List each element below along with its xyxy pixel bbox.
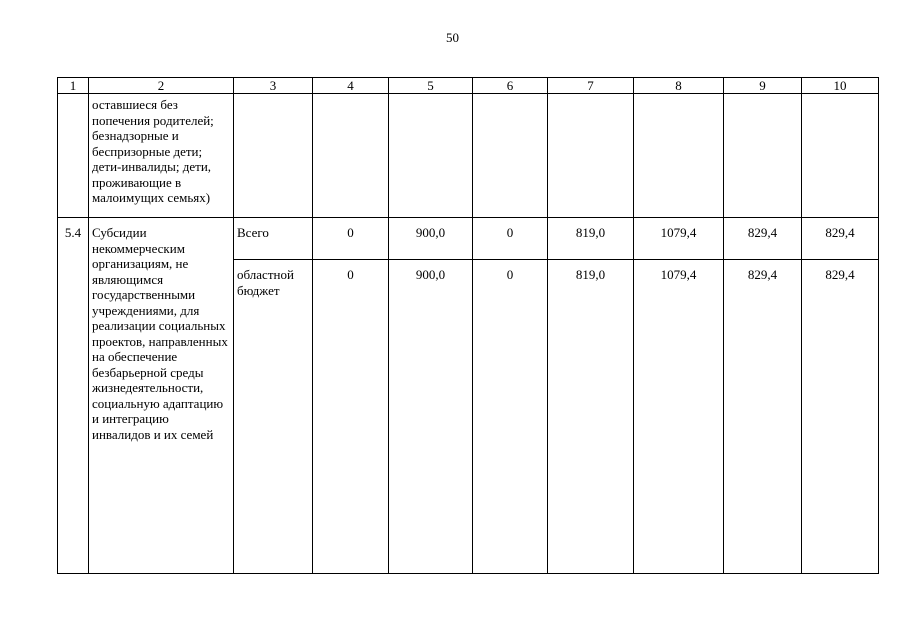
column-header: 2 [89,78,234,94]
empty-cell [548,94,634,218]
column-header: 5 [389,78,473,94]
column-header: 10 [802,78,879,94]
empty-cell [724,94,802,218]
column-header: 6 [473,78,548,94]
value-cell: 819,0 [548,260,634,574]
value-cell: 829,4 [802,260,879,574]
column-header: 9 [724,78,802,94]
value-cell: 0 [313,260,389,574]
empty-cell [313,94,389,218]
value-cell: 0 [473,260,548,574]
value-cell: 0 [473,218,548,260]
column-header: 4 [313,78,389,94]
empty-cell [58,94,89,218]
value-cell: 900,0 [389,218,473,260]
page-number: 50 [446,30,459,45]
row-description: Субсидии некоммерческим организациям, не являющимся государственными учреждениями, для реализации социальных проектов, направленных на обеспечение безбарьерной среды жизнедеятельности, социальную адаптацию и интеграцию инвалидов и их семей [89,218,234,574]
empty-cell [634,94,724,218]
empty-cell [802,94,879,218]
value-cell: 829,4 [724,260,802,574]
value-cell: 900,0 [389,260,473,574]
value-cell: 1079,4 [634,260,724,574]
column-header: 8 [634,78,724,94]
empty-cell [473,94,548,218]
funding-source: областной бюджет [234,260,313,574]
value-cell: 829,4 [724,218,802,260]
table-header-row [58,78,879,94]
value-cell: 0 [313,218,389,260]
empty-cell [389,94,473,218]
budget-table [57,77,879,574]
column-header: 7 [548,78,634,94]
column-header: 1 [58,78,89,94]
row-number: 5.4 [58,218,89,574]
value-cell: 819,0 [548,218,634,260]
continuation-text: оставшиеся без попечения родителей; безнадзорные и беспризорные дети; дети-инвалиды; дети, проживающие в малоимущих семьях) [89,94,234,218]
funding-source: Всего [234,218,313,260]
continuation-row [58,94,879,218]
empty-cell [234,94,313,218]
value-cell: 829,4 [802,218,879,260]
value-cell: 1079,4 [634,218,724,260]
table-row [58,218,879,260]
column-header: 3 [234,78,313,94]
